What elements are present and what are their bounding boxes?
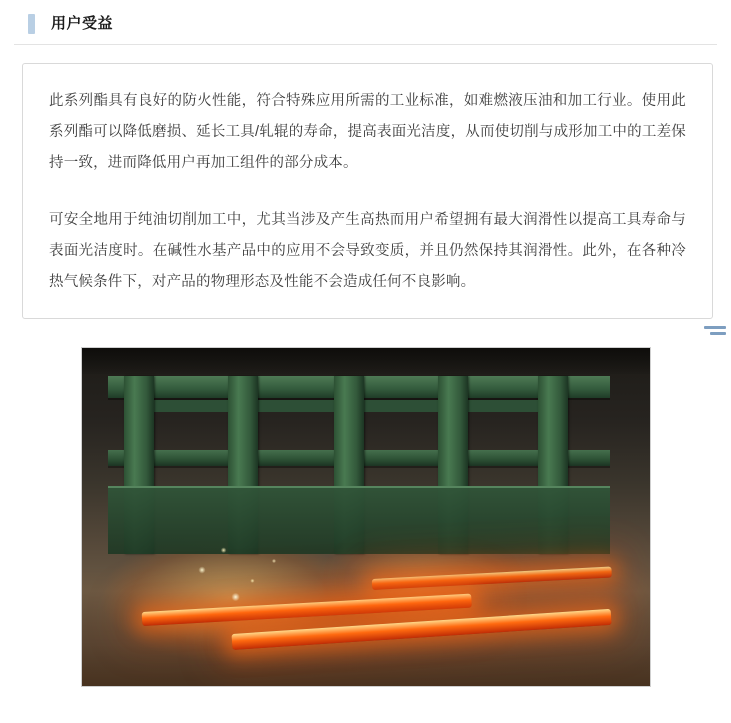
paragraph-2: 可安全地用于纯油切削加工中，尤其当涉及产生高热而用户希望拥有最大润滑性以提高工具寿命与表面光洁度时。在碱性水基产品中的应用不会导致变质，并且仍然保持其润滑性。此外，在各种冷热气候条件下，对产品的物理形态及性能不会造成任何不良影响。 — [49, 212, 686, 290]
heading-marker-icon — [28, 14, 35, 34]
paragraph-1: 此系列酯具有良好的防火性能，符合特殊应用所需的工业标准，如难燃液压油和加工行业。使用此系列酯可以降低磨损、延长工具/轧辊的寿命，提高表面光洁度，从而使切削与成形加工中的工差保持一致，进而降低用户再加工组件的部分成本。 — [49, 93, 686, 171]
section-heading — [14, 0, 717, 45]
figure-photo — [82, 348, 650, 686]
content-card — [22, 63, 713, 319]
figure-image — [81, 347, 651, 687]
equals-decoration-icon — [704, 326, 726, 336]
photo-gantry-structure — [82, 366, 650, 556]
photo-sparks — [178, 534, 298, 624]
page-title: 用户受益 — [51, 15, 114, 32]
